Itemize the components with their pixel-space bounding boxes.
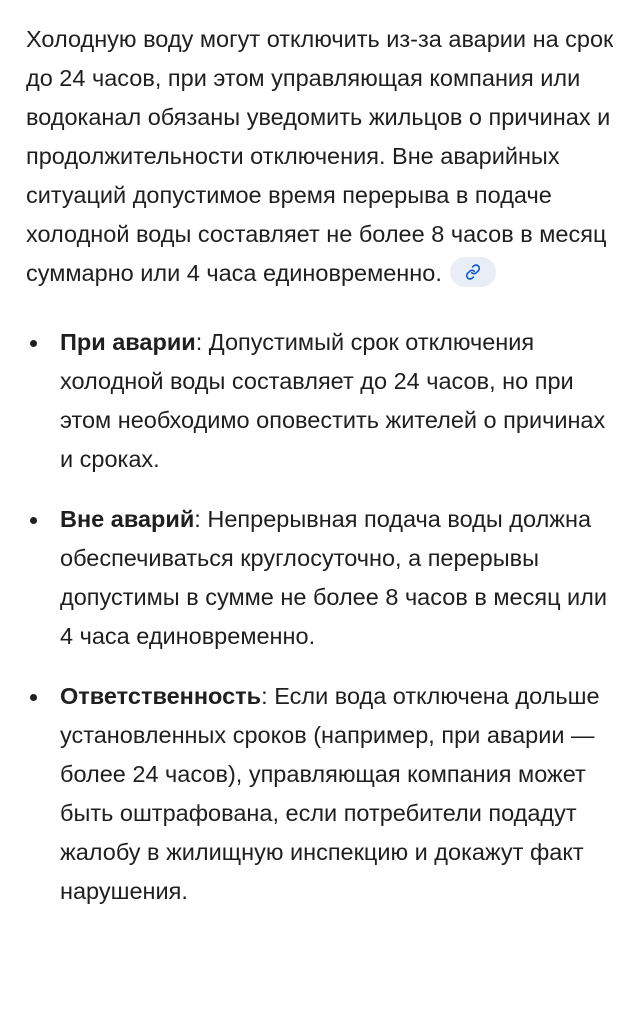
list-item-text: : Если вода отключена дольше установленных сроков (например, при аварии — более 24 часов), управляющая компания может быть оштрафована, если потребители подадут жалобу в жилищную инспекцию и докажут факт нарушения. — [60, 683, 600, 904]
list-item — [26, 500, 616, 656]
link-icon — [465, 264, 481, 280]
list-item-term: Ответственность — [60, 683, 262, 709]
list-item-text: : Допустимый срок отключения холодной воды составляет до 24 часов, но при этом необходимо оповестить жителей о причинах и сроках. — [60, 329, 606, 472]
list-item — [26, 323, 616, 479]
answer-content — [26, 20, 616, 932]
answer-bullet-list — [26, 323, 616, 911]
answer-intro — [26, 20, 616, 293]
list-item — [26, 677, 616, 911]
list-item-term: При аварии — [60, 329, 196, 355]
answer-intro-text: Холодную воду могут отключить из-за аварии на срок до 24 часов, при этом управляющая компания или водоканал обязаны уведомить жильцов о причинах и продолжительности отключения. Вне аварийных ситуаций допустимое время перерыва в подаче холодной воды составляет не более 8 часов в месяц суммарно или 4 часа единовременно. — [26, 26, 614, 286]
list-item-term: Вне аварий — [60, 506, 195, 532]
list-item-text: : Непрерывная подача воды должна обеспечиваться круглосуточно, а перерывы допустимы в сумме не более 8 часов в месяц или 4 часа единовременно. — [60, 506, 608, 649]
source-link-chip[interactable] — [450, 257, 496, 287]
